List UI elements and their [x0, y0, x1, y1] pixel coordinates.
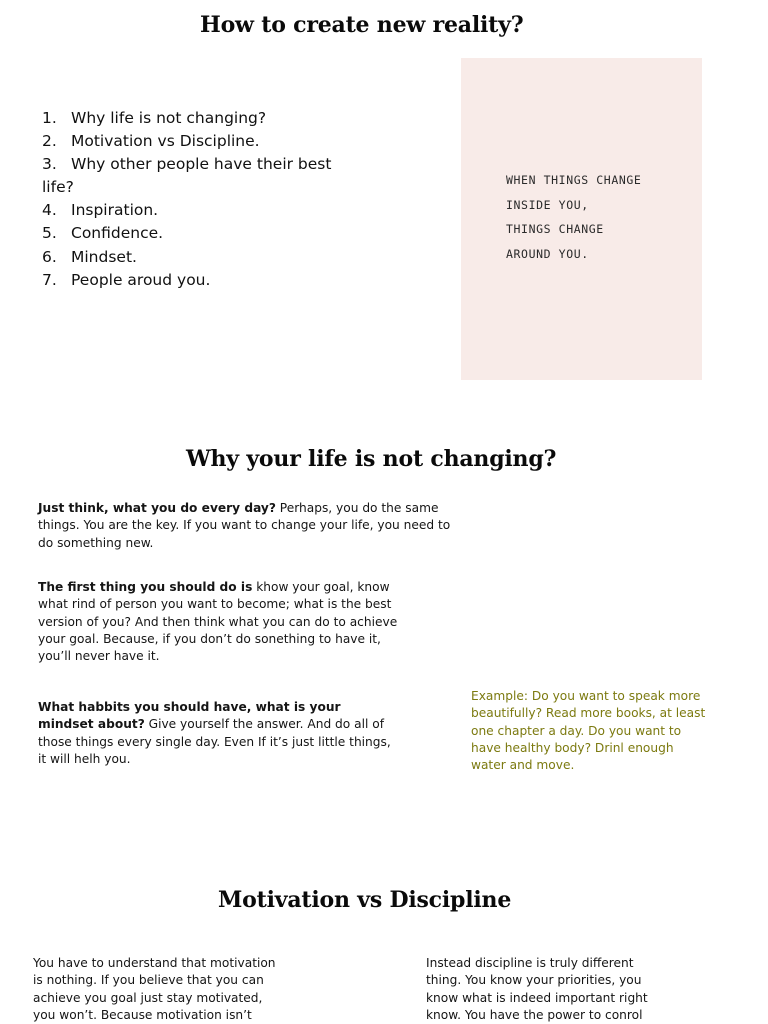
paragraph-motivation: You have to understand that motivation is nothing. If you believe that you can achieve you goal just stay motivated, you won’t. Because motivation isn’t [33, 956, 276, 1022]
toc-item-number: 5. [42, 224, 57, 243]
toc-item-number: 1. [42, 109, 57, 127]
heading-create-reality: How to create new reality? [200, 12, 524, 38]
toc-item-text: Motivation vs Discipline. [71, 132, 260, 151]
quote-line: WHEN THINGS CHANGE [506, 173, 642, 187]
toc-item-number: 4. [42, 201, 57, 220]
quote-text [506, 168, 641, 266]
toc-item-number: 6. [42, 247, 57, 266]
toc-item-number: 2. [42, 132, 57, 151]
example-note: Example: Do you want to speak more beautifully? Read more books, at least one chapter a day. Do you want to have healthy body? Drinl enough water and move. [471, 689, 706, 773]
paragraph-body: Perhaps, you do the same things. You are the key. If you want to change your life, you need to do something new. [38, 501, 451, 550]
paragraph-body: khow your goal, know what rind of person you want to become; what is the best version of you? And then think what you can do to achieve your goal. Because, if you don’t do sonething to have it, you’ll never have it. [38, 580, 398, 664]
paragraph-first-thing [38, 579, 398, 665]
paragraph-lead: The first thing you should do is [38, 580, 253, 594]
paragraph-discipline: Instead discipline is truly different thing. You know your priorities, you know what is indeed important right know. You have the power to conrol [426, 956, 648, 1022]
quote-line: AROUND YOU. [506, 246, 589, 261]
table-of-contents [42, 107, 332, 292]
quote-line: INSIDE YOU, [506, 197, 589, 212]
toc-item-text: People aroud you. [71, 270, 211, 289]
toc-item [42, 222, 332, 245]
paragraph-habbits [38, 699, 398, 768]
paragraph-lead: Just think, what you do every day? [38, 501, 276, 515]
toc-item-text: Mindset. [71, 247, 137, 266]
quote-line: THINGS CHANGE [506, 222, 604, 236]
paragraph-body: Give yourself the answer. And do all of those things every single day. Even If it’s just little things, it will helh you. [38, 717, 391, 766]
toc-item [42, 130, 332, 153]
toc-item-text: Confidence. [71, 224, 164, 243]
paragraph-every-day [38, 500, 458, 552]
toc-item-text: Inspiration. [71, 201, 159, 220]
heading-motivation-vs-discipline: Motivation vs Discipline [218, 887, 512, 913]
quote-card [461, 58, 702, 380]
paragraph-lead: What habbits you should have, what is your mindset about? [38, 700, 341, 732]
toc-item [42, 269, 332, 292]
toc-item-text: Why life is not changing? [71, 109, 267, 127]
heading-life-not-changing: Why your life is not changing? [186, 446, 557, 472]
toc-item [42, 153, 332, 199]
toc-item [42, 246, 332, 269]
toc-item [42, 107, 332, 130]
toc-item-number: 3. [42, 155, 57, 174]
toc-item [42, 199, 332, 222]
toc-item-text: Why other people have their best life? [42, 155, 332, 197]
toc-item-number: 7. [42, 270, 57, 289]
